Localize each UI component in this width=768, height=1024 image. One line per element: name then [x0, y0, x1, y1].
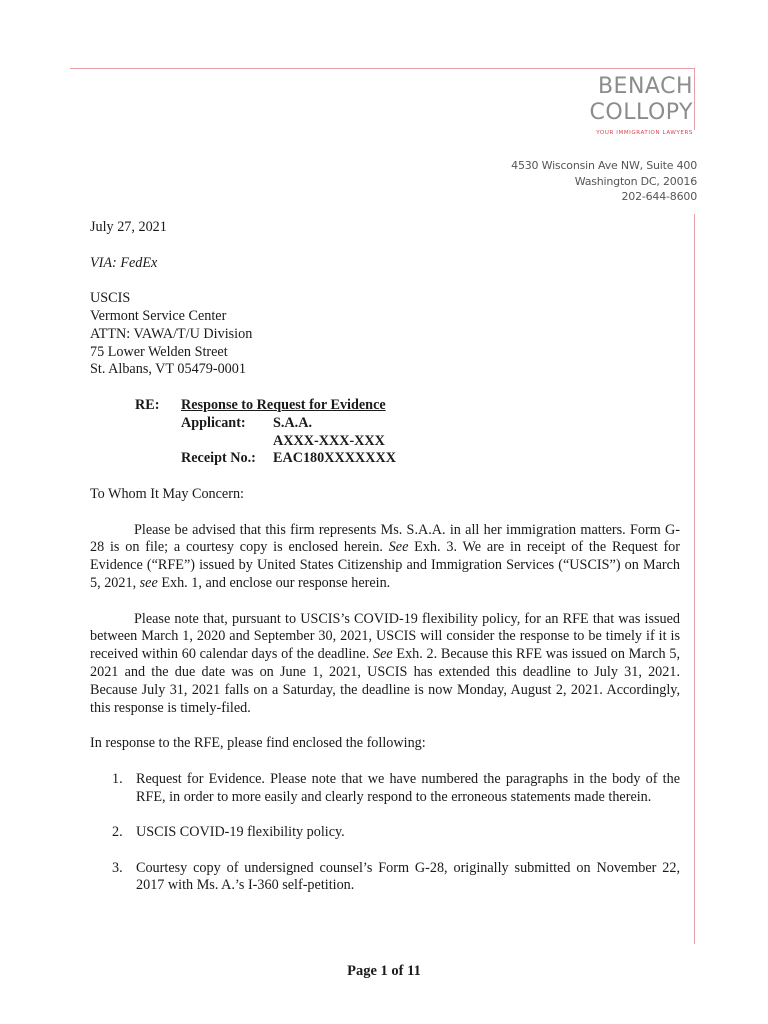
applicant-number: AXXX-XXX-XXX — [273, 432, 385, 449]
address-phone: 202-644-8600 — [621, 190, 697, 203]
recipient-line: St. Albans, VT 05479-0001 — [90, 361, 246, 378]
paragraph-representation: Please be advised that this firm represents Ms. S.A.A. in all her immigration matters. Form G-28 is on file; a courtesy copy is enclosed herein. See Exh. 3. We are in receipt of the Request for Evidence (“RFE”) issued by United States Citizenship and Immigration Services (“USCIS”) on March 5, 2021, see Exh. 1, and enclose our response herein. — [90, 521, 681, 591]
recipient-line: ATTN: VAWA/T/U Division — [90, 325, 253, 342]
re-subject: Response to Request for Evidence — [181, 396, 386, 413]
list-item: 3. Courtesy copy of undersigned counsel’s Form G-28, originally submitted on November 22, 2017 with Ms. A.’s I-360 self-petition. — [112, 859, 680, 894]
salutation: To Whom It May Concern: — [90, 485, 244, 502]
receipt-label: Receipt No.: — [181, 450, 256, 467]
header-rule-right — [694, 68, 695, 130]
list-item: 2. USCIS COVID-19 flexibility policy. — [112, 824, 345, 841]
header-rule — [70, 68, 695, 69]
recipient-line: 75 Lower Welden Street — [90, 343, 228, 360]
applicant-label: Applicant: — [181, 414, 246, 431]
logo-tagline: YOUR IMMIGRATION LAWYERS — [596, 130, 693, 136]
re-block — [135, 397, 680, 468]
letter-date: July 27, 2021 — [90, 219, 167, 235]
recipient-block — [90, 290, 680, 379]
margin-rule-right — [694, 214, 695, 944]
logo-line2: COLLOPY — [589, 100, 693, 125]
firm-logo — [590, 74, 693, 136]
recipient-line: USCIS — [90, 290, 131, 307]
list-item: 1. Request for Evidence. Please note that we have numbered the paragraphs in the body of the RFE, in order to more easily and clearly respond to the erroneous statements made therein. — [112, 770, 680, 805]
enclosures-intro: In response to the RFE, please find enclosed the following: — [90, 735, 426, 752]
logo-line1: BENACH — [597, 74, 693, 99]
re-label: RE: — [135, 396, 160, 413]
paragraph-timeliness: Please note that, pursuant to USCIS’s COVID-19 flexibility policy, for an RFE that was issued between March 1, 2020 and September 30, 2021, USCIS will consider the response to be timely if it is received within 60 calendar days of the deadline. See Exh. 2. Because this RFE was issued on March 5, 2021 and the due date was on June 1, 2021, USCIS has extended this deadline to July 31, 2021. Because July 31, 2021 falls on a Saturday, the deadline is now Monday, August 2, 2021. Accordingly, this response is timely-filed. — [90, 610, 681, 716]
firm-address — [511, 158, 697, 205]
letter-body — [90, 219, 680, 895]
enclosures-list — [90, 771, 680, 896]
applicant-name: S.A.A. — [273, 414, 313, 431]
receipt-value: EAC180XXXXXXX — [273, 450, 396, 467]
delivery-method: VIA: FedEx — [90, 254, 158, 271]
page-number: Page 1 of 11 — [347, 963, 421, 979]
recipient-line: Vermont Service Center — [90, 307, 227, 324]
address-city: Washington DC, 20016 — [574, 174, 697, 188]
address-street: 4530 Wisconsin Ave NW, Suite 400 — [511, 159, 697, 172]
